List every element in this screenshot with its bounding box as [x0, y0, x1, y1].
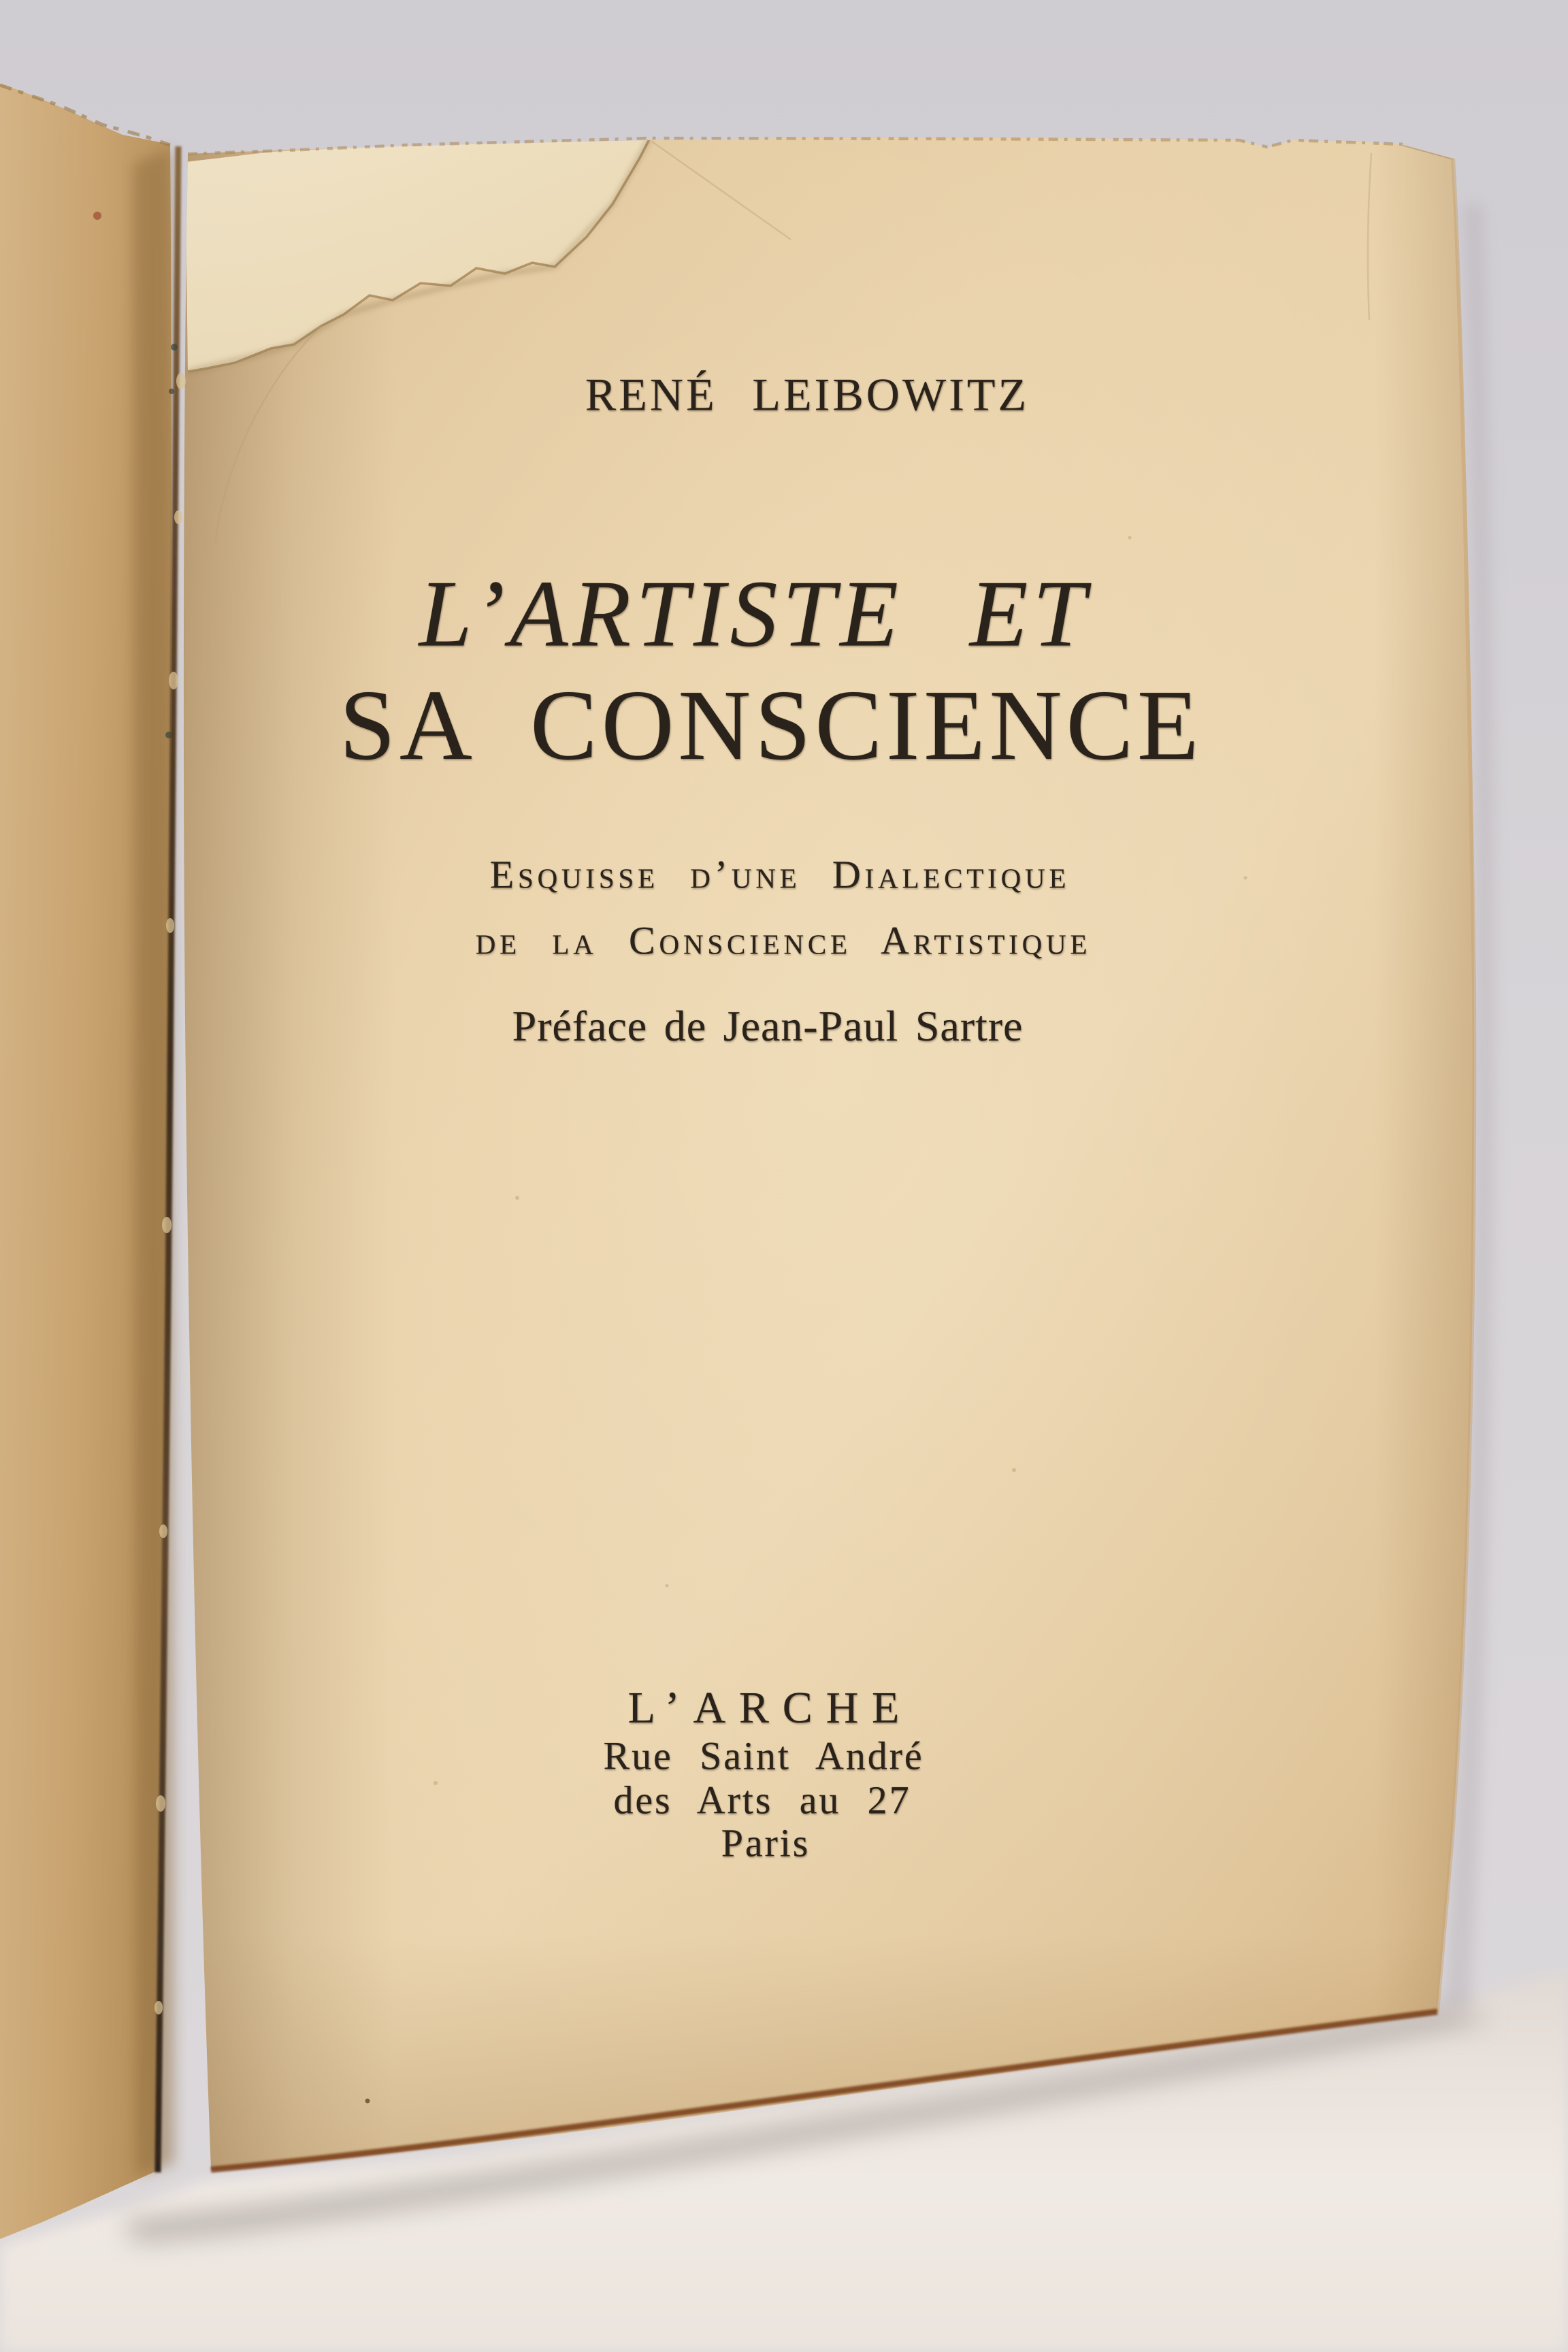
- dark-speck: [365, 2099, 370, 2104]
- publisher-address-line1: Rue Saint André: [603, 1733, 924, 1778]
- publisher-city: Paris: [721, 1820, 811, 1865]
- author-name: RENÉ LEIBOWITZ: [585, 368, 1030, 421]
- book-title-line1: L’ARTISTE ET: [419, 561, 1091, 667]
- subtitle-line2: de la Conscience Artistique: [475, 918, 1092, 963]
- publisher-address-line2: des Arts au 27: [613, 1778, 911, 1823]
- preface-credit: Préface de Jean-Paul Sartre: [512, 1002, 1024, 1050]
- foxing-spot: [93, 212, 101, 220]
- book-title-line2: SA CONSCIENCE: [339, 670, 1203, 781]
- page-gutter-shade: [170, 136, 395, 2178]
- subtitle-line1: Esquisse d’une Dialectique: [489, 852, 1071, 897]
- publisher-name: L’ARCHE: [627, 1683, 913, 1733]
